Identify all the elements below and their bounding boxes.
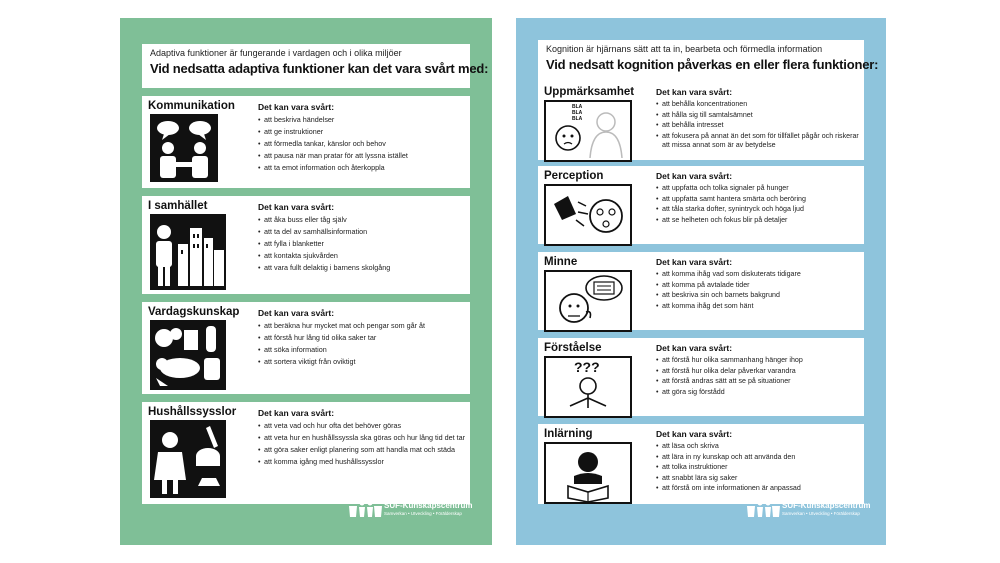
- list-item: • att fylla i blanketter: [258, 239, 466, 248]
- speech-bubble-text: BLA BLA BLA: [572, 104, 583, 122]
- list-item: • att förstå hur olika delar påverkar varandra: [656, 367, 860, 376]
- list-item: • att förstå om inte informationen är anpassad: [656, 484, 860, 493]
- list-item: • att sortera viktigt från oviktigt: [258, 357, 466, 366]
- logo-name: SUF-Kunskapscentrum: [782, 501, 871, 510]
- list-item: • att läsa och skriva: [656, 442, 860, 451]
- card-lead: Det kan vara svårt:: [656, 429, 733, 439]
- card-title: Minne: [544, 256, 578, 268]
- list-item: • att förstå hur olika sammanhang hänger ihop: [656, 356, 860, 365]
- suf-logo: [348, 497, 473, 523]
- list-item: • att ta emot information och återkoppla: [258, 163, 466, 172]
- card-lead: Det kan vara svårt:: [656, 257, 733, 267]
- card-hushallssysslor: [142, 402, 470, 504]
- adaptive-functions-poster: [120, 18, 492, 545]
- family-icon: [348, 497, 382, 519]
- card-lead: Det kan vara svårt:: [656, 171, 733, 181]
- list-item: • att snabbt lära sig saker: [656, 474, 860, 483]
- card-perception: [538, 166, 864, 244]
- card-lead: Det kan vara svårt:: [258, 202, 335, 212]
- card-kommunikation: [142, 96, 470, 188]
- groceries-pictogram-icon: [150, 320, 226, 390]
- list-item: • att behålla koncentrationen: [656, 100, 860, 109]
- card-uppmarksamhet: [538, 82, 864, 160]
- list-item: • att tolka instruktioner: [656, 463, 860, 472]
- card-title: Perception: [544, 170, 604, 182]
- card-lead: Det kan vara svårt:: [258, 308, 335, 318]
- memory-pictogram-icon: [544, 270, 632, 332]
- card-minne: [538, 252, 864, 330]
- card-lead: Det kan vara svårt:: [656, 343, 733, 353]
- list-item: • att beräkna hur mycket mat och pengar som går åt: [258, 321, 466, 330]
- list-item: • att se helheten och fokus blir på detaljer: [656, 216, 860, 225]
- list-item: • att hålla sig till samtalsämnet: [656, 111, 860, 120]
- list-item: • att komma ihåg vad som diskuterats tidigare: [656, 270, 860, 279]
- card-title: Inlärning: [544, 428, 593, 440]
- card-lead: Det kan vara svårt:: [656, 87, 733, 97]
- card-forstaelse: [538, 338, 864, 416]
- card-vardagskunskap: [142, 302, 470, 394]
- list-item: • att tåla starka dofter, synintryck och höga ljud: [656, 205, 860, 214]
- poster-subtitle: Adaptiva funktioner är fungerande i vardagen och i olika miljöer: [150, 48, 402, 58]
- list-item: • att förstå hur lång tid olika saker tar: [258, 333, 466, 342]
- learning-pictogram-icon: [544, 442, 632, 504]
- poster-subtitle: Kognition är hjärnans sätt att ta in, bearbeta och förmedla information: [546, 44, 823, 54]
- poster-header: [142, 44, 489, 88]
- card-lead: Det kan vara svårt:: [258, 102, 335, 112]
- svg-text:???: ???: [574, 359, 600, 375]
- city-pictogram-icon: [150, 214, 226, 290]
- poster-header: [538, 40, 879, 84]
- list-item: • att kontakta sjukvården: [258, 251, 466, 260]
- attention-pictogram-icon: [544, 100, 632, 162]
- list-item: • att behålla intresset: [656, 121, 860, 130]
- list-item: • att pausa när man pratar för att lyssna istället: [258, 151, 466, 160]
- list-item: • att förstå andras sätt att se på situationer: [656, 377, 860, 386]
- card-title: Kommunikation: [148, 100, 235, 112]
- list-item: • att beskriva sin och barnets bakgrund: [656, 291, 860, 300]
- poster-heading: Vid nedsatta adaptiva funktioner kan det vara svårt med:: [150, 61, 489, 76]
- list-item: • att fokusera på annat än det som för tillfället pågår och riskerar att missa annat som är av betydelse: [656, 132, 860, 150]
- list-item: • att vara fullt delaktig i barnens skolgång: [258, 263, 466, 272]
- list-item: • att göra saker enligt planering som att handla mat och städa: [258, 445, 466, 454]
- card-lead: Det kan vara svårt:: [258, 408, 335, 418]
- card-inlarning: [538, 424, 864, 504]
- list-item: • att söka information: [258, 345, 466, 354]
- list-item: • att lära in ny kunskap och att använda den: [656, 453, 860, 462]
- list-item: • att åka buss eller tåg själv: [258, 215, 466, 224]
- card-title: Uppmärksamhet: [544, 86, 635, 98]
- list-item: • att komma på avtalade tider: [656, 281, 860, 290]
- poster-heading: Vid nedsatt kognition påverkas en eller flera funktioner:: [546, 57, 879, 72]
- suf-logo: [746, 497, 871, 523]
- card-title: I samhället: [148, 200, 208, 212]
- list-item: • att förmedla tankar, känslor och behov: [258, 139, 466, 148]
- list-item: • att komma igång med hushållssysslor: [258, 457, 466, 466]
- family-icon: [746, 497, 780, 519]
- logo-tagline: Samverkan • Utveckling • Förälderskap: [782, 511, 860, 516]
- list-item: • att ge instruktioner: [258, 127, 466, 136]
- cognition-poster: [516, 18, 886, 545]
- communication-pictogram-icon: [150, 114, 218, 182]
- list-item: • att uppfatta samt hantera smärta och beröring: [656, 195, 860, 204]
- list-item: • att ta del av samhällsinformation: [258, 227, 466, 236]
- card-title: Hushållssysslor: [148, 406, 237, 418]
- list-item: • att uppfatta och tolka signaler på hunger: [656, 184, 860, 193]
- list-item: • att göra sig förstådd: [656, 388, 860, 397]
- household-chores-pictogram-icon: [150, 420, 226, 498]
- card-title: Vardagskunskap: [148, 306, 240, 318]
- perception-pictogram-icon: [544, 184, 632, 246]
- logo-tagline: Samverkan • Utveckling • Förälderskap: [384, 511, 462, 516]
- list-item: • att veta hur en hushållssyssla ska göras och hur lång tid det tar: [258, 433, 466, 442]
- list-item: • att beskriva händelser: [258, 115, 466, 124]
- card-i-samhallet: [142, 196, 470, 294]
- card-title: Förståelse: [544, 342, 602, 354]
- list-item: • att veta vad och hur ofta det behöver göras: [258, 421, 466, 430]
- understanding-pictogram-icon: [544, 356, 632, 418]
- list-item: • att komma ihåg det som hänt: [656, 302, 860, 311]
- logo-name: SUF-Kunskapscentrum: [384, 501, 473, 510]
